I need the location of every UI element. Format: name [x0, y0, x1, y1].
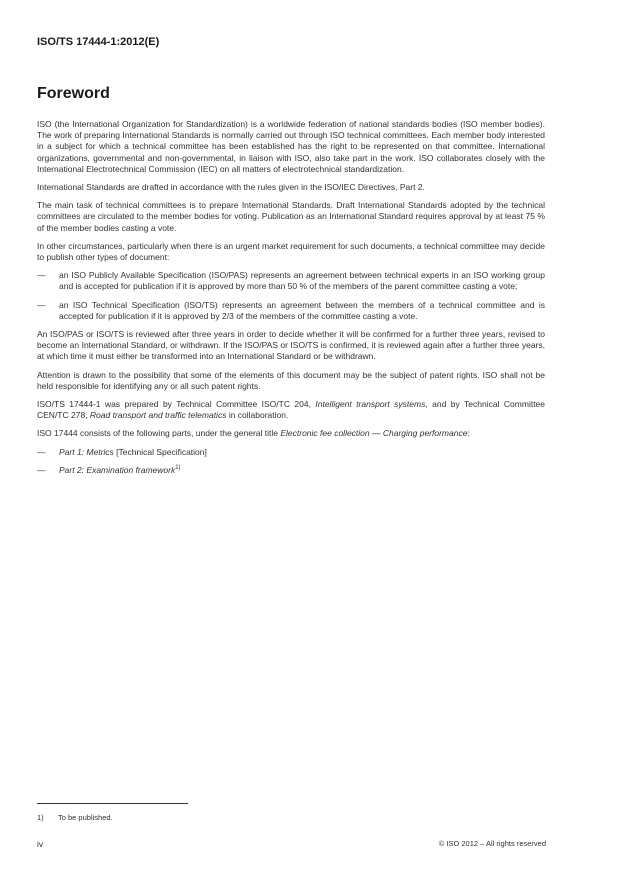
list-item-part-2 — [37, 465, 545, 476]
paragraph-prepared-by: ISO/TS 17444-1 was prepared by Technical Committee ISO/TC 204, Intelligent transport systems, and by Technical Committee CEN/TC 278, Road transport and traffic telematics in collaboration. — [37, 399, 546, 421]
part-1-title: Part 1: Metrics — [59, 446, 114, 457]
footnote-divider — [37, 803, 188, 804]
copyright-notice: © ISO 2012 – All rights reserved — [438, 839, 546, 848]
paragraph-other-circumstances: In other circumstances, particularly when there is an urgent market requirement for such documents, a technical committee may decide to publish other types of document: — [37, 240, 545, 263]
dash-marker: — — [37, 446, 46, 457]
list-item — [37, 300, 545, 322]
page-number: iv — [37, 839, 44, 849]
paragraph-patent: Attention is drawn to the possibility that some of the elements of this document may be the subject of patent rights. ISO shall not be held responsible for identifying any or all such patent rights. — [37, 369, 545, 391]
list-item — [37, 270, 545, 292]
part-2-title: Part 2: Examination framework — [59, 464, 176, 475]
footnote-number: 1) — [37, 813, 44, 822]
foreword-body — [37, 119, 545, 483]
committee-title-its: Intelligent transport systems — [315, 399, 426, 410]
paragraph-review: An ISO/PAS or ISO/TS is reviewed after three years in order to decide whether it will be confirmed for a further three years, revised to become an International Standard, or withdrawn. If the ISO/PAS or ISO/TS is confirmed, it is reviewed again after a further three years, at which time it must either be transformed into an International Standard or be withdrawn. — [37, 329, 545, 362]
document-id: ISO/TS 17444-1:2012(E) — [37, 36, 160, 48]
part-1-note: [Technical Specification] — [113, 446, 207, 457]
list-item-ts: an ISO Technical Specification (ISO/TS) represents an agreement between the members of a technical committee and is accepted for publication if it is approved by 2/3 of the members of the committee casting a vote. — [59, 299, 545, 321]
list-item-part-1 — [37, 447, 545, 458]
committee-title-rttt: Road transport and traffic telematics — [89, 410, 227, 421]
footnote — [37, 813, 113, 822]
paragraph-directives: International Standards are drafted in accordance with the rules given in the ISO/IEC Directives, Part 2. — [37, 182, 425, 193]
paragraph-parts-intro: ISO 17444 consists of the following parts, under the general title Electronic fee collection — Charging performance: — [37, 428, 470, 439]
dash-marker: — — [37, 270, 46, 281]
footnote-reference: 1) — [175, 465, 181, 472]
document-types-list — [37, 270, 545, 322]
paragraph-main-task: The main task of technical committees is to prepare International Standards. Draft International Standards adopted by the technical committees are circulated to the member bodies for voting. Publication as an International Standard requires approval by at least 75 % of the member bodies casting a vote. — [37, 200, 545, 233]
footnote-text: To be published. — [58, 813, 113, 822]
dash-marker: — — [37, 464, 46, 475]
dash-marker: — — [37, 299, 46, 310]
list-item-pas: an ISO Publicly Available Specification (ISO/PAS) represents an agreement between technical experts in an ISO working group and is accepted for publication if it is approved by more than 50 % of the members of the parent committee casting a vote; — [59, 270, 545, 292]
page-title: Foreword — [37, 85, 110, 102]
paragraph-iso-intro: ISO (the International Organization for Standardization) is a worldwide federation of national standards bodies (ISO member bodies). The work of preparing International Standards is normally carried out through ISO technical committees. Each member body interested in a subject for which a technical committee has been established has the right to be represented on that committee. International organizations, governmental and non-governmental, in liaison with ISO, also take part in the work. ISO collaborates closely with the International Electrotechnical Commission (IEC) on all matters of electrotechnical standardization. — [37, 119, 545, 174]
general-title: Electronic fee collection — Charging performance — [280, 428, 468, 439]
